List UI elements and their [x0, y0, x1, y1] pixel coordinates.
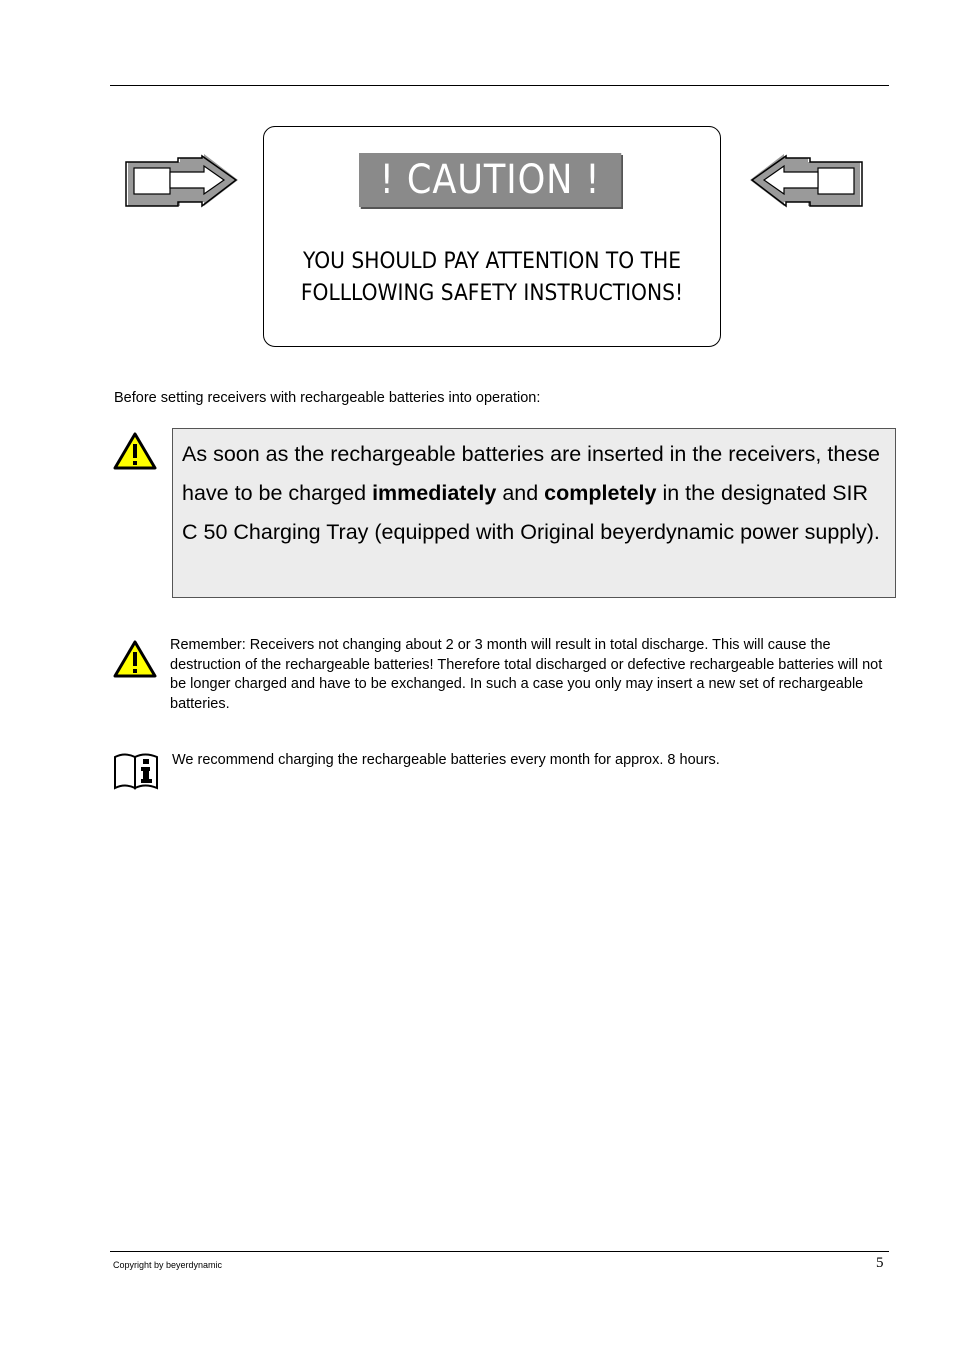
info-book-icon	[112, 751, 160, 791]
highlight-text-part3: in the designated SIR C 50 Charging Tray (equipped with Original beyerdynamic power supply).	[182, 481, 880, 544]
highlight-text-part1: As soon as the rechargeable batteries are inserted in the receivers, these have to be charged	[182, 442, 880, 505]
intro-text: Before setting receivers with rechargeable batteries into operation:	[114, 390, 541, 406]
highlight-bold-completely: completely	[544, 481, 657, 505]
warning-triangle-icon	[113, 640, 157, 678]
caution-message-line2: FOLLLOWING SAFETY INSTRUCTIONS!	[300, 281, 684, 306]
warning-text: Remember: Receivers not changing about 2 or 3 month will result in total discharge. This will cause the destruction of the rechargeable batteries! Therefore total discharged or defective rechargeable batteries will not be longer charged and have to be exchanged. In such a case you only may insert a new set of rechargeable batteries.	[170, 637, 883, 712]
highlight-text-part2: and	[496, 481, 545, 505]
arrow-right-icon	[122, 154, 240, 210]
arrow-left-icon	[748, 154, 866, 210]
footer-rule	[110, 1251, 889, 1252]
info-text: We recommend charging the rechargeable batteries every month for approx. 8 hours.	[172, 752, 720, 768]
page-number: 5	[876, 1255, 884, 1271]
caution-message	[281, 246, 702, 310]
copyright-text: Copyright by beyerdynamic	[113, 1260, 223, 1270]
header-rule	[110, 85, 889, 86]
warning-triangle-icon	[113, 432, 157, 470]
highlight-notice	[172, 428, 896, 598]
caution-message-line1: YOU SHOULD PAY ATTENTION TO THE	[302, 249, 682, 274]
highlight-bold-immediately: immediately	[372, 481, 497, 505]
caution-banner: ! CAUTION !	[359, 153, 621, 207]
